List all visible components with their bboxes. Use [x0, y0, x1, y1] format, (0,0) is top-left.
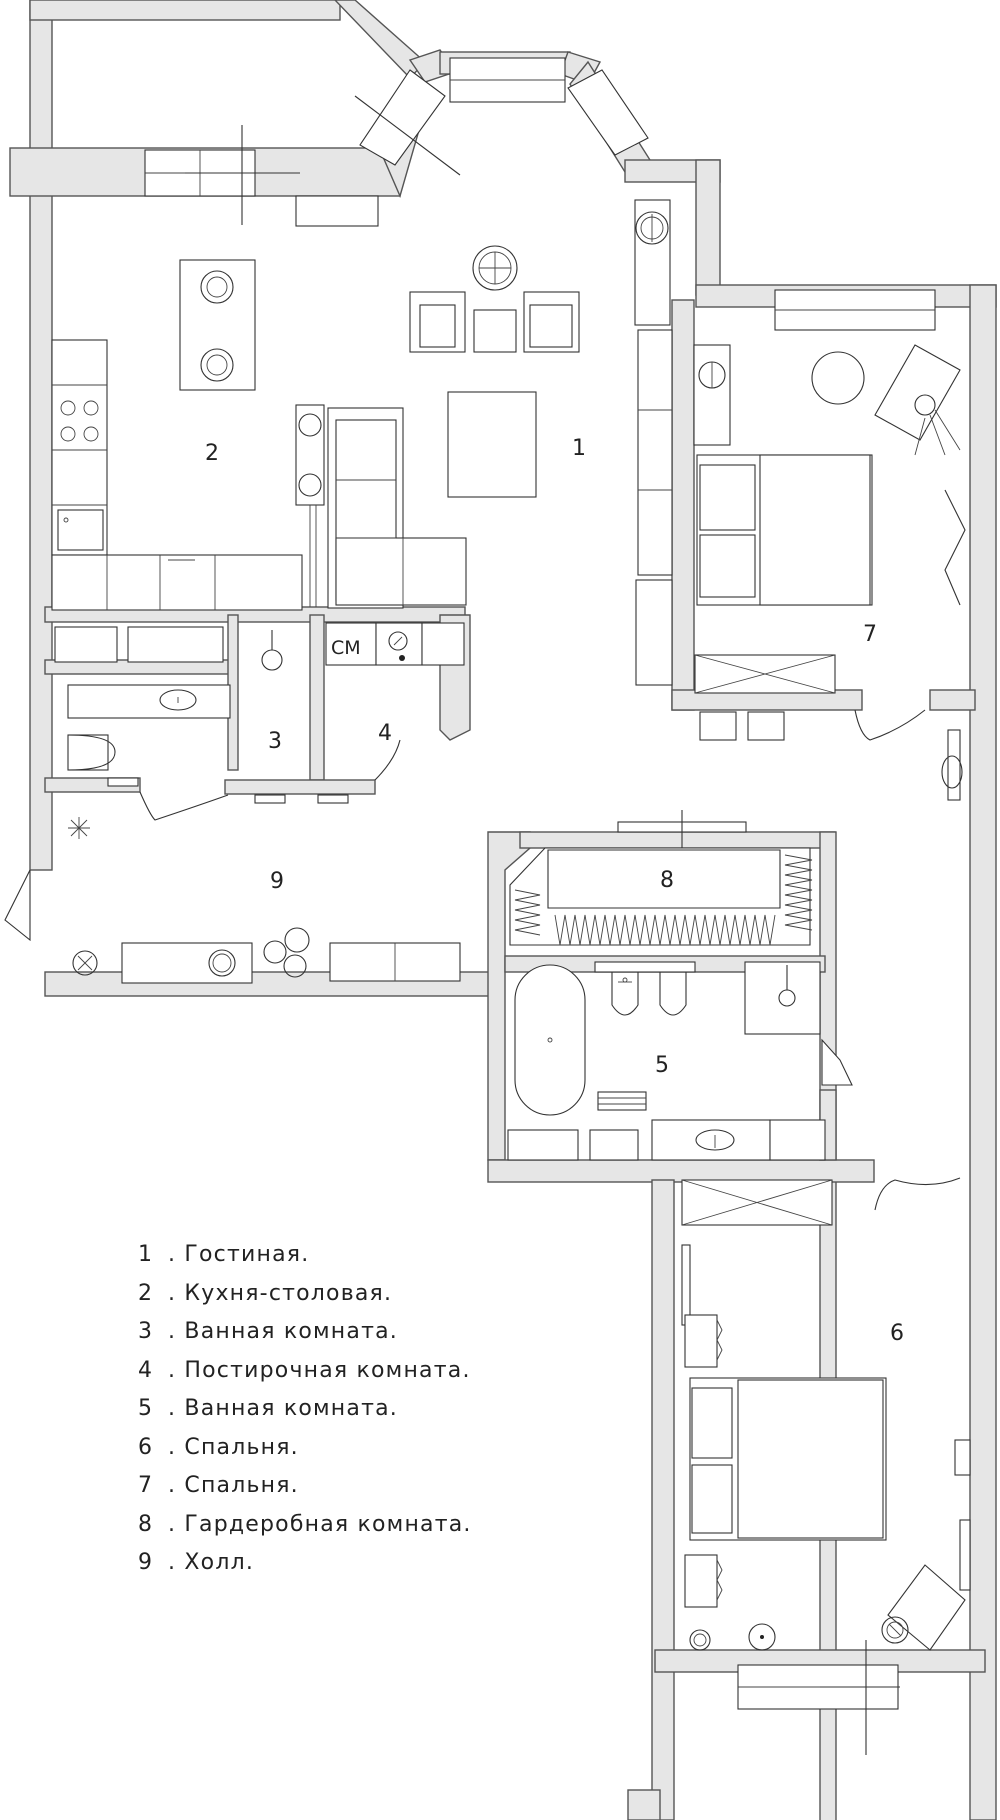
legend-dot: .	[168, 1319, 177, 1344]
washer-label: СМ	[331, 637, 361, 659]
legend-dot: .	[168, 1473, 177, 1498]
legend-number: 5	[138, 1396, 154, 1421]
legend-name: Гардеробная комната.	[184, 1511, 472, 1537]
legend-name: Гостиная.	[184, 1242, 310, 1267]
legend-number: 6	[138, 1434, 154, 1460]
legend-name: Ванная комната.	[184, 1319, 398, 1344]
legend-item	[138, 1429, 472, 1468]
legend-number: 2	[138, 1280, 154, 1306]
legend-dot: .	[168, 1434, 177, 1460]
legend-number: 9	[138, 1550, 154, 1575]
bathroom-5-furniture	[508, 962, 852, 1160]
legend-dot: .	[168, 1357, 177, 1383]
room-number-8: 8	[660, 868, 674, 893]
room-legend	[138, 1236, 472, 1583]
legend-name: Ванная комната.	[184, 1396, 398, 1421]
bedroom-7-furniture	[694, 345, 965, 788]
legend-number: 1	[138, 1242, 154, 1267]
legend-dot: .	[168, 1242, 177, 1267]
legend-number: 3	[138, 1319, 154, 1344]
legend-name: Кухня-столовая.	[184, 1280, 393, 1306]
legend-number: 7	[138, 1473, 154, 1498]
legend-item	[138, 1236, 472, 1275]
room-number-2: 2	[205, 441, 219, 466]
legend-dot: .	[168, 1511, 177, 1537]
legend-number: 8	[138, 1511, 154, 1537]
legend-item	[138, 1467, 472, 1506]
room-number-9: 9	[270, 869, 284, 894]
legend-dot: .	[168, 1550, 177, 1575]
wardrobe-furniture	[510, 848, 812, 945]
legend-item	[138, 1506, 472, 1545]
room-number-3: 3	[268, 729, 282, 754]
legend-name: Постирочная комната.	[184, 1357, 471, 1383]
room-number-6: 6	[890, 1321, 904, 1346]
legend-item	[138, 1313, 472, 1352]
room-number-7: 7	[863, 622, 877, 647]
room-number-1: 1	[572, 436, 586, 461]
hall-furniture	[5, 817, 460, 983]
legend-dot: .	[168, 1396, 177, 1421]
room-number-4: 4	[378, 721, 392, 746]
legend-name: Спальня.	[184, 1434, 299, 1460]
legend-name: Холл.	[184, 1550, 255, 1575]
legend-item	[138, 1544, 472, 1583]
legend-item	[138, 1275, 472, 1314]
legend-name: Спальня.	[184, 1473, 299, 1498]
legend-number: 4	[138, 1357, 154, 1383]
room-number-5: 5	[655, 1053, 669, 1078]
legend-item	[138, 1352, 472, 1391]
legend-dot: .	[168, 1280, 177, 1306]
legend-item	[138, 1390, 472, 1429]
